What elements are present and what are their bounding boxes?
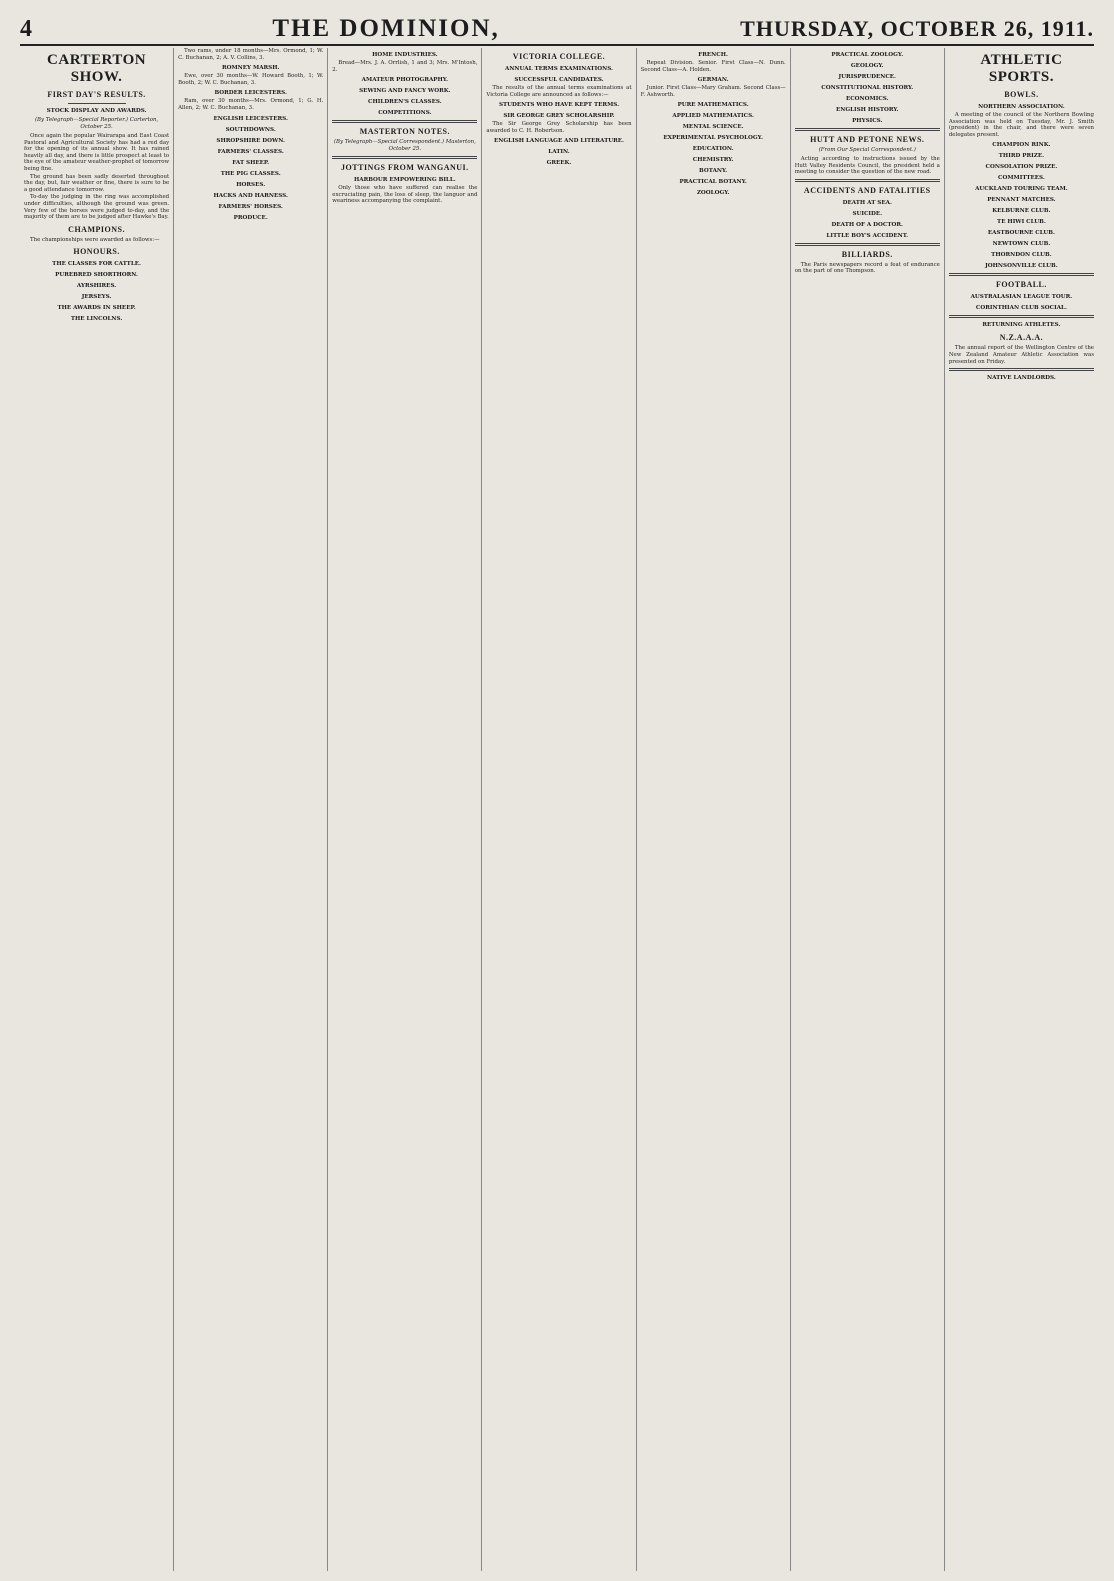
section-heading: THIRD PRIZE. (998, 153, 1045, 160)
section-heading: SHROPSHIRE DOWN. (216, 137, 285, 144)
section-heading: SOUTHDOWNS. (225, 126, 276, 133)
section-heading: FARMERS' HORSES. (218, 203, 283, 210)
section-heading: AMATEUR PHOTOGRAPHY. (361, 77, 449, 84)
divider (795, 243, 940, 246)
section-heading: APPLIED MATHEMATICS. (672, 113, 754, 120)
article-paragraph: The Paris newspapers record a feat of endurance on the part of one Thompson. (794, 261, 940, 275)
issue-date: THURSDAY, OCTOBER 26, 1911. (740, 16, 1094, 41)
column-1 (20, 48, 174, 1571)
column-5 (637, 48, 791, 1571)
section-heading: HACKS AND HARNESS. (213, 192, 288, 199)
article-paragraph: The Sir George Grey Scholarship has been awarded to C. H. Robertson. (486, 121, 632, 134)
section-heading: LITTLE BOY'S ACCIDENT. (826, 232, 909, 239)
columns (20, 48, 1098, 1571)
section-heading: MASTERTON NOTES. (359, 127, 450, 137)
article-paragraph: A meeting of the council of the Northern Bowling Association was held on Tuesday, Mr. J. Smith (president) in the chair, and there were seven delegates present. (948, 112, 1094, 138)
section-heading: ANNUAL TERMS EXAMINATIONS. (504, 66, 613, 72)
article-paragraph: Two rams, under 18 months—Mrs. Ormond, 1; W. C. Buchanan, 2; A. V. Collins, 3. (178, 48, 324, 61)
article-paragraph: The ground has been sadly deserted throughout the day, but, fair weather or fine, there is sure to be a good attendance tomorrow. (24, 173, 170, 193)
section-heading: DEATH AT SEA. (842, 199, 892, 206)
section-heading: HONOURS. (73, 247, 120, 257)
section-heading: N.Z.A.A.A. (999, 333, 1044, 343)
section-heading: PENNANT MATCHES. (987, 197, 1056, 204)
divider (68, 103, 126, 104)
section-heading: CHAMPION RINK. (992, 142, 1051, 149)
section-heading: THE LINCOLNS. (70, 316, 123, 323)
section-heading: FRENCH. (698, 52, 728, 58)
section-heading: HUTT AND PETONE NEWS. (810, 135, 925, 144)
section-heading: THE PIG CLASSES. (220, 170, 281, 177)
article-paragraph: The annual report of the Wellington Centre of the New Zealand Amateur Athletic Association was presented on Friday. (948, 345, 1094, 365)
subheadline: FIRST DAY'S RESULTS. (47, 90, 146, 99)
headline: CARTERTON SHOW. (47, 52, 147, 85)
masthead (20, 14, 1094, 46)
section-heading: FOOTBALL. (995, 280, 1047, 290)
section-heading: FARMERS' CLASSES. (217, 148, 284, 155)
section-heading: EASTBOURNE CLUB. (987, 230, 1055, 237)
section-heading: NATIVE LANDLORDS. (987, 375, 1056, 382)
article-paragraph: Acting according to instructions issued by the Hutt Valley Residents Council, the president held a meeting to consider the question of the new road. (794, 156, 940, 176)
column-3 (328, 48, 482, 1571)
section-heading: THE CLASSES FOR CATTLE. (52, 261, 141, 268)
section-heading: HOME INDUSTRIES. (372, 52, 438, 58)
article-paragraph: Bread—Mrs. J. A. Orrlish, 1 and 3; Mrs. M'Intosh, 2. (332, 60, 478, 73)
section-heading: LATIN. (548, 149, 570, 156)
section-heading: KELBURNE CLUB. (992, 208, 1051, 215)
section-heading: CHILDREN'S CLASSES. (368, 99, 442, 106)
section-heading: FAT SHEEP. (232, 159, 270, 166)
section-heading: EXPERIMENTAL PSYCHOLOGY. (663, 135, 763, 142)
section-heading: AUCKLAND TOURING TEAM. (975, 186, 1068, 193)
section-heading: PUREBRED SHORTHORN. (55, 272, 138, 279)
section-heading: BILLIARDS. (841, 249, 893, 259)
section-heading: SUCCESSFUL CANDIDATES. (514, 77, 604, 83)
article-paragraph: The championships were awarded as follows:— (30, 236, 160, 243)
article-paragraph: Junior. First Class—Mary Graham. Second Class—F. Ashworth. (640, 85, 786, 98)
column-7 (945, 48, 1098, 1571)
section-heading: NEWTOWN CLUB. (992, 241, 1051, 248)
newspaper-title: THE DOMINION, (272, 15, 500, 42)
section-heading: PRACTICAL BOTANY. (679, 179, 747, 186)
section-heading: COMPETITIONS. (378, 110, 432, 117)
section-heading: CORINTHIAN CLUB SOCIAL. (975, 305, 1067, 312)
section-heading: AUSTRALASIAN LEAGUE TOUR. (970, 294, 1073, 301)
section-heading: CHAMPIONS. (68, 224, 125, 234)
section-heading: ACCIDENTS AND FATALITIES (803, 185, 931, 195)
divider (332, 156, 477, 159)
divider (332, 120, 477, 123)
section-heading: GREEK. (546, 160, 572, 167)
section-heading: ROMNEY MARSH. (221, 65, 280, 72)
section-heading: SUICIDE. (852, 210, 883, 217)
section-heading: BOTANY. (699, 168, 728, 175)
section-heading: ZOOLOGY. (696, 190, 730, 197)
column-6 (791, 48, 945, 1571)
section-heading: DEATH OF A DOCTOR. (831, 221, 903, 228)
section-heading: CONSOLATION PRIZE. (985, 164, 1058, 171)
column-4 (482, 48, 636, 1571)
headline: ATHLETIC SPORTS. (980, 52, 1063, 85)
page-number: 4 (20, 15, 32, 42)
divider (795, 179, 940, 182)
section-heading: JOTTINGS FROM WANGANUI. (341, 163, 469, 173)
article-paragraph: To-day the judging in the ring was accomplished under difficulties, although the ground was green. Very few of the horses were judged to-day, and the majority of them are to be judged after Hawke's Bay. (24, 194, 170, 221)
section-heading: THORNDON CLUB. (991, 252, 1052, 259)
section-heading: SEWING AND FANCY WORK. (359, 88, 451, 95)
section-heading: EDUCATION. (692, 146, 734, 153)
section-heading: JURISPRUDENCE. (838, 74, 896, 80)
section-heading: AYRSHIRES. (76, 283, 117, 290)
article-paragraph: Only those who have suffered can realise the excruciating pain, the loss of sleep, the languor and weariness accompanying the complaint. (332, 185, 478, 205)
section-heading: NORTHERN ASSOCIATION. (978, 104, 1065, 110)
section-heading: PURE MATHEMATICS. (677, 102, 749, 109)
section-heading: STUDENTS WHO HAVE KEPT TERMS. (498, 102, 620, 109)
article-paragraph: Ewe, over 30 months—W. Howard Booth, 1; W. Booth, 2; W. C. Buchanan, 3. (178, 73, 324, 86)
section-heading: BORDER LEICESTERS. (214, 90, 287, 97)
article-paragraph: Once again the popular Wairarapa and East Coast Pastoral and Agricultural Society has had a red day for the opening of its annual show. It has rained heavily all day, and there is little prospect at least to the eye of the amateur weather-prophet of tomorrow being fine. (24, 133, 170, 172)
section-heading: ENGLISH LEICESTERS. (213, 115, 288, 122)
divider (949, 315, 1094, 318)
article-paragraph: Repeat Division. Senior. First Class—N. Dunn. Second Class—A. Holden. (640, 60, 786, 73)
section-heading: TE HIWI CLUB. (997, 219, 1046, 226)
column-2 (174, 48, 328, 1571)
divider (795, 128, 940, 131)
section-heading: BOWLS. (1004, 90, 1039, 99)
section-heading: JERSEYS. (81, 294, 112, 301)
divider (949, 273, 1094, 276)
section-heading: HARBOUR EMPOWERING BILL. (353, 177, 456, 184)
section-heading: CHEMISTRY. (692, 157, 734, 164)
section-heading: STOCK DISPLAY AND AWARDS. (46, 108, 147, 114)
headline: VICTORIA COLLEGE. (512, 52, 606, 61)
dateline: (From Our Special Correspondent.) (818, 147, 916, 153)
dateline: (By Telegraph—Special Reporter.) Carterton, October 25. (34, 117, 159, 130)
divider (949, 368, 1094, 371)
section-heading: COMMITTEES. (998, 175, 1045, 182)
section-heading: HORSES. (236, 181, 266, 188)
section-heading: GERMAN. (697, 77, 729, 84)
section-heading: PRACTICAL ZOOLOGY. (831, 52, 904, 58)
section-heading: ENGLISH HISTORY. (835, 107, 899, 113)
dateline: (By Telegraph—Special Correspondent.) Masterton, October 25. (333, 139, 476, 153)
section-heading: ENGLISH LANGUAGE AND LITERATURE. (494, 138, 624, 145)
section-heading: JOHNSONVILLE CLUB. (985, 263, 1058, 270)
section-heading: GEOLOGY. (850, 63, 884, 69)
article-paragraph: The results of the annual terms examinations at Victoria College are announced as follows:— (486, 85, 632, 98)
section-heading: PHYSICS. (852, 118, 883, 124)
section-heading: THE AWARDS IN SHEEP. (57, 305, 136, 312)
section-heading: PRODUCE. (233, 214, 268, 221)
article-paragraph: Ram, over 30 months—Mrs. Ormond, 1; G. H. Allen, 2; W. C. Buchanan, 3. (178, 98, 324, 111)
section-heading: MENTAL SCIENCE. (682, 124, 744, 131)
section-heading: SIR GEORGE GREY SCHOLARSHIP. (503, 113, 615, 120)
section-heading: CONSTITUTIONAL HISTORY. (821, 85, 914, 91)
section-heading: ECONOMICS. (845, 96, 889, 102)
section-heading: RETURNING ATHLETES. (982, 322, 1061, 329)
